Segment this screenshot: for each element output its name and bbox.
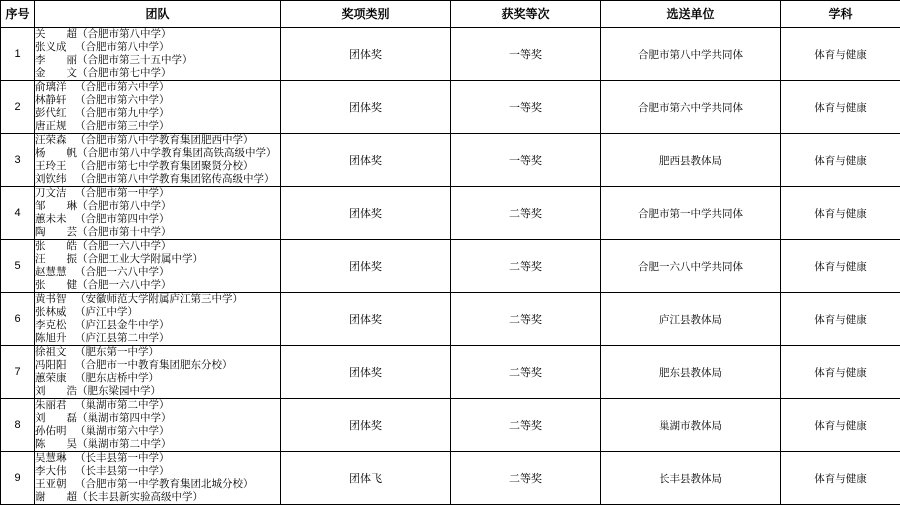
table-row	[1, 187, 900, 240]
member-affiliation: （合肥一六八中学）	[75, 266, 170, 278]
member-affiliation: （合肥市第八中学教育集团高铁高级中学）	[77, 147, 277, 159]
table-row	[1, 28, 900, 81]
member-affiliation: （合肥市第六中学）	[75, 81, 170, 93]
member-affiliation: （长丰县第一中学）	[75, 452, 170, 464]
row-sequence: 5	[1, 240, 35, 293]
row-sequence: 2	[1, 81, 35, 134]
column-header-category: 奖项类别	[281, 1, 451, 28]
team-member	[35, 279, 280, 292]
team-member	[35, 465, 280, 478]
member-affiliation: （合肥市第八中学教育集团肥西中学）	[75, 134, 254, 146]
member-affiliation: （肥东第一中学）	[75, 346, 159, 358]
table-row	[1, 293, 900, 346]
team-member	[35, 306, 280, 319]
award-category: 团体奖	[281, 399, 451, 452]
member-name: 李克松	[35, 319, 75, 332]
team-member	[35, 147, 280, 160]
subject: 体育与健康	[781, 240, 900, 293]
member-affiliation: （巢湖市第四中学）	[77, 412, 172, 424]
award-level: 二等奖	[451, 293, 601, 346]
team-members-cell	[35, 399, 281, 452]
team-members-cell	[35, 346, 281, 399]
award-category: 团体奖	[281, 28, 451, 81]
table-row	[1, 240, 900, 293]
member-name: 朱丽君	[35, 399, 75, 412]
member-name: 张义成	[35, 41, 75, 54]
member-name: 刘钦纬	[35, 173, 75, 186]
award-category: 团体奖	[281, 81, 451, 134]
recommending-unit: 长丰县教体局	[601, 452, 781, 505]
member-affiliation: （合肥工业大学附属中学）	[77, 253, 203, 265]
team-member	[35, 491, 280, 504]
member-name: 蕙未未	[35, 213, 75, 226]
team-member	[35, 266, 280, 279]
member-name: 金 文	[35, 67, 77, 80]
award-level: 二等奖	[451, 399, 601, 452]
team-member	[35, 240, 280, 253]
subject: 体育与健康	[781, 293, 900, 346]
member-affiliation: （合肥市第八中学）	[75, 41, 170, 53]
column-header-team: 团队	[35, 1, 281, 28]
team-member	[35, 346, 280, 359]
row-sequence: 9	[1, 452, 35, 505]
team-member	[35, 226, 280, 239]
member-name: 汪荣森	[35, 134, 75, 147]
team-member	[35, 425, 280, 438]
member-affiliation: （安徽师范大学附属庐江第三中学）	[75, 293, 243, 305]
team-member	[35, 438, 280, 451]
table-row	[1, 399, 900, 452]
team-member	[35, 28, 280, 41]
member-affiliation: （合肥市第一中学）	[75, 187, 170, 199]
member-name: 邹 琳	[35, 200, 77, 213]
subject: 体育与健康	[781, 81, 900, 134]
team-member	[35, 385, 280, 398]
team-member	[35, 452, 280, 465]
award-category: 团体奖	[281, 346, 451, 399]
member-name: 谢 超	[35, 491, 77, 504]
member-name: 唐正规	[35, 120, 75, 133]
row-sequence: 4	[1, 187, 35, 240]
award-category: 团体奖	[281, 187, 451, 240]
member-affiliation: （巢湖市第二中学）	[77, 438, 172, 450]
table-header-row	[1, 1, 900, 28]
column-header-seq: 序号	[1, 1, 35, 28]
team-member	[35, 359, 280, 372]
member-name: 王玲王	[35, 160, 75, 173]
recommending-unit: 肥西县教体局	[601, 134, 781, 187]
team-member	[35, 319, 280, 332]
recommending-unit: 合肥一六八中学共同体	[601, 240, 781, 293]
recommending-unit: 合肥市第六中学共同体	[601, 81, 781, 134]
member-affiliation: （合肥市第八中学）	[77, 200, 172, 212]
member-affiliation: （合肥市第十中学）	[77, 226, 172, 238]
member-name: 李大伟	[35, 465, 75, 478]
member-name: 张 皓	[35, 240, 77, 253]
member-name: 李 丽	[35, 54, 77, 67]
member-affiliation: （合肥一六八中学）	[77, 279, 172, 291]
member-affiliation: （合肥市第七中学）	[77, 67, 172, 79]
team-member	[35, 372, 280, 385]
recommending-unit: 庐江县教体局	[601, 293, 781, 346]
table-row	[1, 81, 900, 134]
subject: 体育与健康	[781, 346, 900, 399]
award-level: 一等奖	[451, 81, 601, 134]
award-level: 二等奖	[451, 240, 601, 293]
member-name: 彭代红	[35, 107, 75, 120]
member-name: 刘 磊	[35, 412, 77, 425]
team-member	[35, 134, 280, 147]
member-affiliation: （长丰县新实验高级中学）	[77, 491, 203, 503]
member-affiliation: （肥东店桥中学）	[75, 372, 159, 384]
member-name: 张林威	[35, 306, 75, 319]
team-member	[35, 107, 280, 120]
member-name: 黄书智	[35, 293, 75, 306]
member-affiliation: （合肥市第三中学）	[75, 120, 170, 132]
member-affiliation: （合肥市第七中学教育集团聚贤分校）	[75, 160, 254, 172]
team-member	[35, 253, 280, 266]
team-members-cell	[35, 187, 281, 240]
subject: 体育与健康	[781, 28, 900, 81]
award-level: 二等奖	[451, 452, 601, 505]
award-category: 团体奖	[281, 240, 451, 293]
recommending-unit: 合肥市第一中学共同体	[601, 187, 781, 240]
recommending-unit: 肥东县教体局	[601, 346, 781, 399]
table-row	[1, 346, 900, 399]
member-affiliation: （合肥市第八中学）	[77, 28, 172, 40]
team-members-cell	[35, 293, 281, 346]
recommending-unit: 巢湖市教体局	[601, 399, 781, 452]
member-affiliation: （合肥市第九中学）	[75, 107, 170, 119]
subject: 体育与健康	[781, 134, 900, 187]
award-category: 团体飞	[281, 452, 451, 505]
team-member	[35, 120, 280, 133]
column-header-subject: 学科	[781, 1, 900, 28]
team-member	[35, 332, 280, 345]
member-name: 陈旭升	[35, 332, 75, 345]
member-name: 刀文洁	[35, 187, 75, 200]
row-sequence: 6	[1, 293, 35, 346]
subject: 体育与健康	[781, 399, 900, 452]
member-name: 徐祖文	[35, 346, 75, 359]
member-name: 陶 芸	[35, 226, 77, 239]
member-name: 汪 振	[35, 253, 77, 266]
team-member	[35, 293, 280, 306]
award-level: 二等奖	[451, 187, 601, 240]
row-sequence: 7	[1, 346, 35, 399]
member-affiliation: （长丰县第一中学）	[75, 465, 170, 477]
member-affiliation: （巢湖市第二中学）	[75, 399, 170, 411]
award-category: 团体奖	[281, 134, 451, 187]
member-name: 关 超	[35, 28, 77, 41]
member-name: 杨 帆	[35, 147, 77, 160]
member-affiliation: （庐江中学）	[75, 306, 138, 318]
member-name: 刘 浩	[35, 385, 77, 398]
member-name: 赵慧慧	[35, 266, 75, 279]
team-member	[35, 173, 280, 186]
member-affiliation: （合肥一六八中学）	[77, 240, 172, 252]
subject: 体育与健康	[781, 452, 900, 505]
member-name: 蕙荣康	[35, 372, 75, 385]
member-affiliation: （巢湖市第六中学）	[75, 425, 170, 437]
member-affiliation: （合肥市第三十五中学）	[77, 54, 193, 66]
team-members-cell	[35, 28, 281, 81]
member-name: 林静轩	[35, 94, 75, 107]
member-affiliation: （合肥市第八中学教育集团铭传高级中学）	[75, 173, 275, 185]
member-name: 孙佑明	[35, 425, 75, 438]
award-level: 一等奖	[451, 28, 601, 81]
award-level: 一等奖	[451, 134, 601, 187]
member-affiliation: （肥东梁园中学）	[77, 385, 161, 397]
team-member	[35, 213, 280, 226]
member-affiliation: （庐江县金牛中学）	[75, 319, 170, 331]
member-affiliation: （合肥市第六中学）	[75, 94, 170, 106]
subject: 体育与健康	[781, 187, 900, 240]
team-member	[35, 399, 280, 412]
award-category: 团体奖	[281, 293, 451, 346]
table-row	[1, 134, 900, 187]
team-member	[35, 81, 280, 94]
team-member	[35, 94, 280, 107]
team-member	[35, 67, 280, 80]
recommending-unit: 合肥市第八中学共同体	[601, 28, 781, 81]
team-member	[35, 54, 280, 67]
column-header-level: 获奖等次	[451, 1, 601, 28]
member-name: 张 健	[35, 279, 77, 292]
member-affiliation: （合肥市一中教育集团肥东分校）	[75, 359, 233, 371]
member-name: 王亚朝	[35, 478, 75, 491]
row-sequence: 1	[1, 28, 35, 81]
team-members-cell	[35, 81, 281, 134]
team-members-cell	[35, 134, 281, 187]
award-level: 二等奖	[451, 346, 601, 399]
member-affiliation: （合肥市第四中学）	[75, 213, 170, 225]
member-name: 陈 昊	[35, 438, 77, 451]
team-member	[35, 160, 280, 173]
member-name: 吴慧琳	[35, 452, 75, 465]
team-members-cell	[35, 452, 281, 505]
team-member	[35, 412, 280, 425]
member-affiliation: （合肥市第一中学教育集团北城分校）	[75, 478, 254, 490]
column-header-unit: 选送单位	[601, 1, 781, 28]
team-member	[35, 187, 280, 200]
row-sequence: 3	[1, 134, 35, 187]
team-member	[35, 200, 280, 213]
team-members-cell	[35, 240, 281, 293]
table-row	[1, 452, 900, 505]
member-name: 冯阳阳	[35, 359, 75, 372]
row-sequence: 8	[1, 399, 35, 452]
member-name: 俞璃洋	[35, 81, 75, 94]
member-affiliation: （庐江县第二中学）	[75, 332, 170, 344]
team-member	[35, 41, 280, 54]
